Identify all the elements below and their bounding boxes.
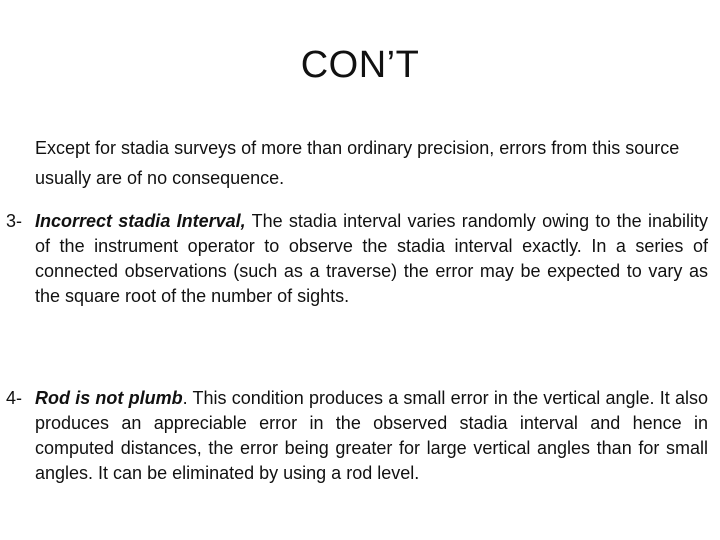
item-body [35,386,708,486]
item-number: 3- [6,211,23,231]
list-item-4 [6,386,708,486]
list-item-3 [6,209,708,309]
item-number: 4- [6,388,23,408]
item-text: . This condition produces a small error in the vertical angle. It also produces an appreciable error in the observed stadia interval and hence in computed distances, the error being greater for large vertical angles than for small angles. It can be eliminated by using a rod level. [35,388,708,483]
intro-paragraph: Except for stadia surveys of more than ordinary precision, errors from this source usually are of no consequence. [35,138,680,188]
item-term: Incorrect stadia Interval, [35,211,246,231]
slide-title: CON’T [300,44,420,86]
item-text: The stadia interval varies randomly owing to the inability of the instrument operator to observe the stadia interval exactly. In a series of connected observations (such as a traverse) the error may be expected to vary as the square root of the number of sights. [35,211,708,306]
item-term: Rod is not plumb [35,388,183,408]
item-body [35,209,708,309]
